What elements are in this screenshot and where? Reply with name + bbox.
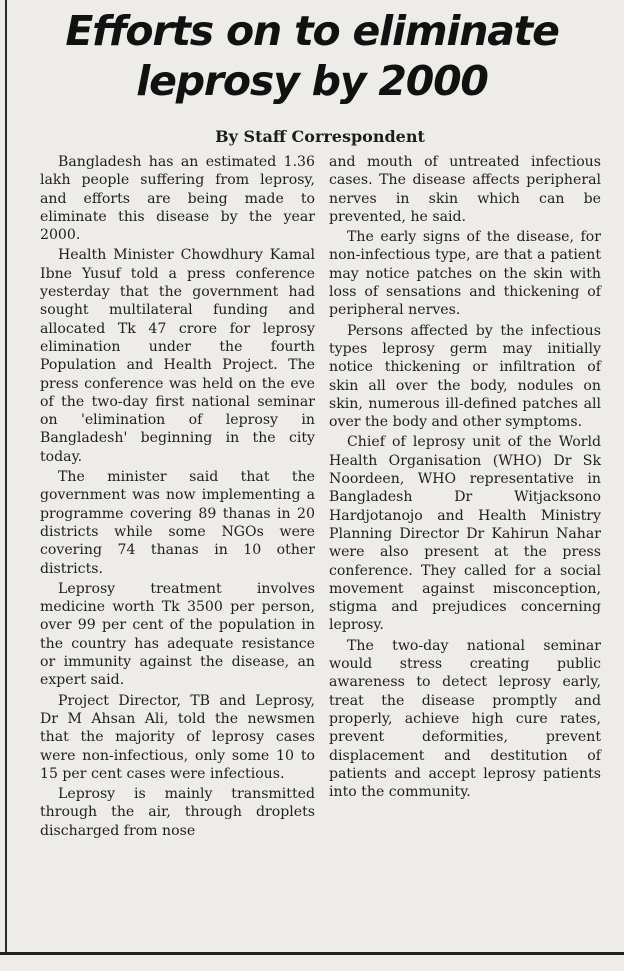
paragraph: Leprosy treatment involves medicine worth Tk 3500 per person, over 99 per cent of the population in the country has adequate resistance or immunity against the disease, an expert said. — [40, 580, 315, 689]
paragraph: Leprosy is mainly transmitted through the air, through droplets discharged from nose — [40, 786, 315, 839]
paragraph: The two-day national seminar would stress creating public awareness to detect leprosy early, treat the disease promptly and properly, achieve high cure rates, prevent deformities, prevent displacement and destitution of patients and accept leprosy patients into the community. — [329, 637, 601, 801]
column-rule — [5, 0, 7, 952]
article-column-right — [329, 153, 601, 803]
paragraph: Persons affected by the infectious types leprosy germ may initially notice thickening or infiltration of skin all over the body, nodules on skin, numerous ill-defined patches all over the body and other symptoms. — [329, 322, 601, 431]
cropped-next-headline — [28, 958, 588, 971]
section-divider — [0, 952, 624, 955]
paragraph: Health Minister Chowdhury Kamal Ibne Yusuf told a press conference yesterday that the government had sought multilateral funding and allocated Tk 47 crore for leprosy elimination under the fourth Population and Health Project. The press conference was held on the eve of the two-day first national seminar on 'elimination of leprosy in Bangladesh' beginning in the city today. — [40, 247, 315, 465]
article-column-left — [40, 153, 315, 842]
headline-line-1: Efforts on to eliminate — [65, 7, 559, 55]
paragraph-continuation: and mouth of untreated infectious cases. The disease affects peripheral nerves in skin which can be prevented, he said. — [329, 154, 601, 225]
paragraph: Bangladesh has an estimated 1.36 lakh people suffering from leprosy, and efforts are being made to eliminate this disease by the year 2000. — [40, 154, 315, 244]
paragraph: The early signs of the disease, for non-infectious type, are that a patient may notice patches on the skin with loss of sensations and thickening of peripheral nerves. — [329, 229, 601, 319]
paragraph: The minister said that the government was now implementing a programme covering 89 thanas in 20 districts while some NGOs were covering 74 thanas in 10 other districts. — [40, 469, 315, 577]
byline: By Staff Correspondent — [215, 127, 425, 146]
paragraph: Chief of leprosy unit of the World Health Organisation (WHO) Dr Sk Noordeen, WHO representative in Bangladesh Dr Witjacksono Hardjotanojo and Health Ministry Planning Director Dr Kahirun Nahar were also present at the press conference. They called for a social movement against misconception, stigma and prejudices concerning leprosy. — [329, 434, 601, 634]
headline — [12, 6, 612, 106]
paragraph: Project Director, TB and Leprosy, Dr M Ahsan Ali, told the newsmen that the majority of leprosy cases were non-infectious, only some 10 to 15 per cent cases were infectious. — [40, 692, 315, 782]
headline-line-2: leprosy by 2000 — [136, 57, 488, 105]
